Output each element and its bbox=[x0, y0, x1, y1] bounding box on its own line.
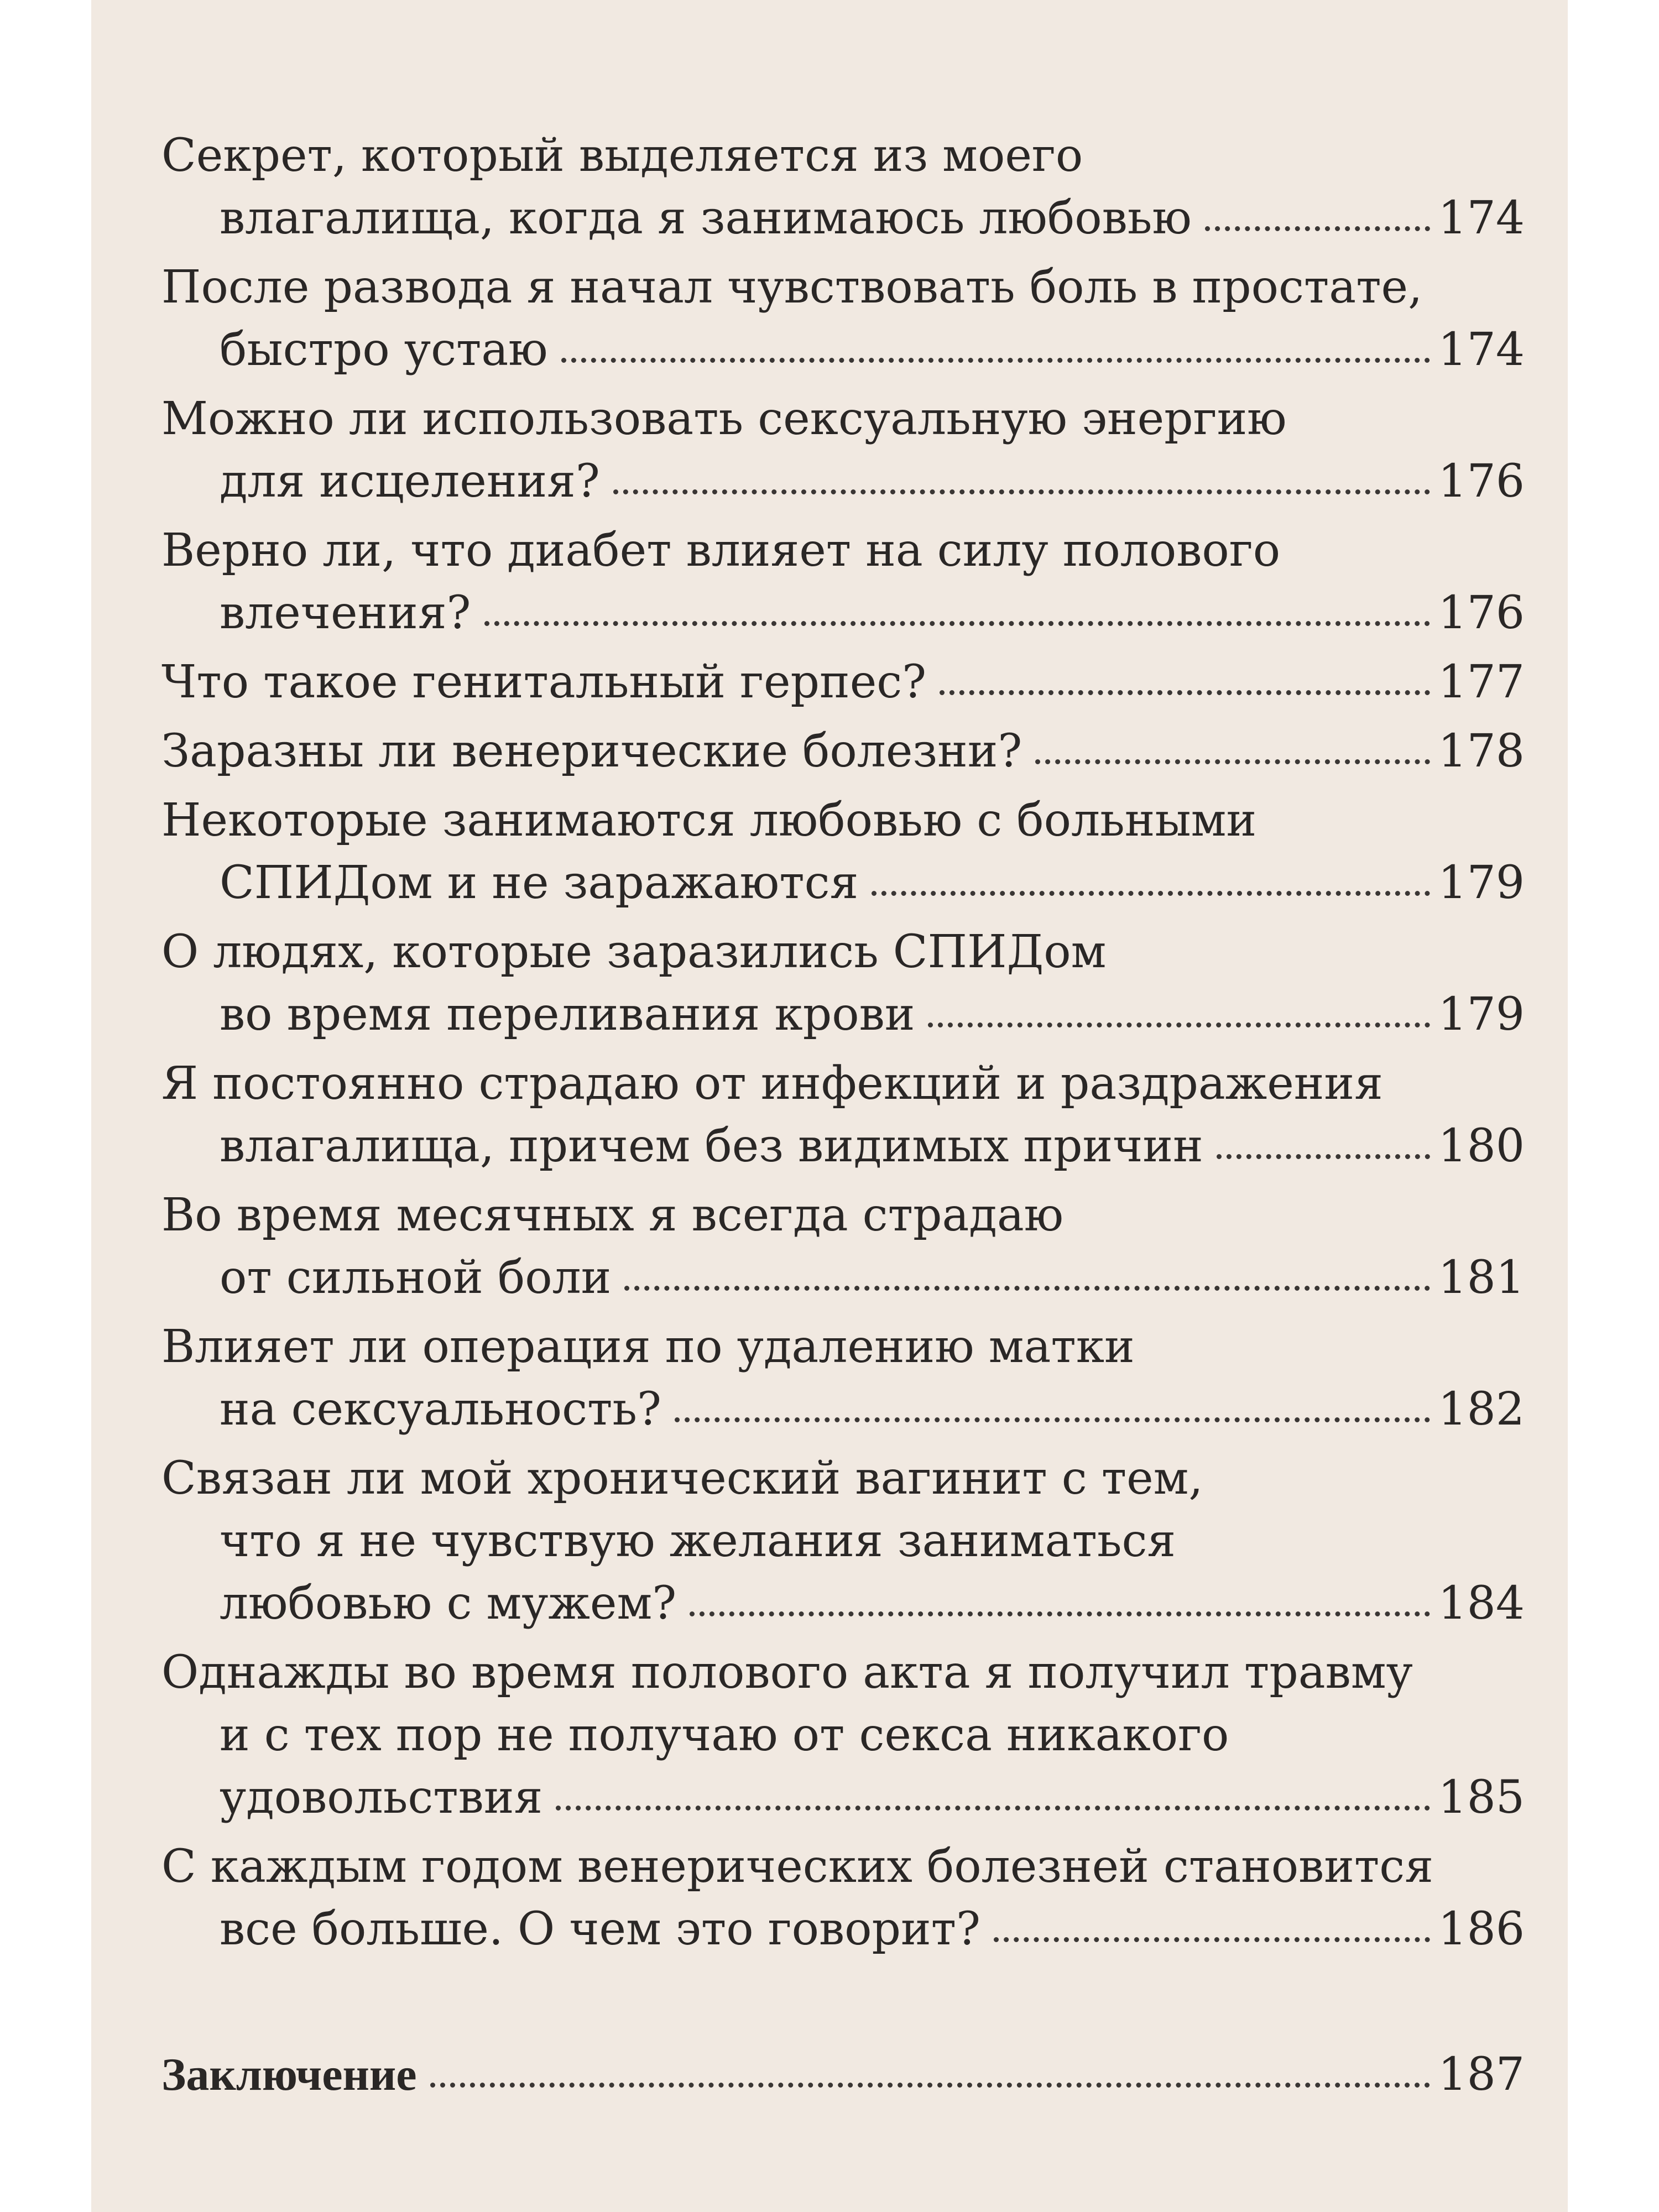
dot-leader bbox=[624, 1286, 1430, 1291]
toc-entry-last-line bbox=[161, 1378, 1525, 1441]
toc-entry-title-line: Секрет, который выделяется из моего bbox=[161, 129, 1083, 182]
dot-leader bbox=[561, 358, 1431, 363]
page-number: 174 bbox=[1438, 324, 1525, 376]
toc-entry-title-line: Что такое генитальный герпес? bbox=[161, 656, 927, 708]
page-number: 176 bbox=[1438, 455, 1525, 508]
dot-leader bbox=[872, 891, 1430, 896]
page-number: 179 bbox=[1438, 988, 1525, 1041]
dot-leader bbox=[556, 1806, 1430, 1811]
toc-entry-last-line bbox=[161, 1898, 1525, 1960]
toc-entry bbox=[161, 921, 1525, 1046]
page-number: 180 bbox=[1438, 1120, 1525, 1172]
toc-entry-last-line bbox=[161, 1115, 1525, 1177]
toc-entry bbox=[161, 519, 1525, 644]
dot-leader bbox=[613, 489, 1431, 494]
toc-entry bbox=[161, 1641, 1525, 1829]
toc-entry-last-line bbox=[161, 319, 1525, 381]
table-of-contents bbox=[161, 124, 1525, 2112]
toc-entry-last-line bbox=[161, 852, 1525, 914]
dot-leader bbox=[940, 690, 1430, 695]
toc-entry-title-line: быстро устаю bbox=[220, 324, 548, 376]
page-number: 185 bbox=[1438, 1771, 1525, 1824]
toc-entry-title-line: О людях, которые заразились СПИДом bbox=[161, 926, 1107, 978]
toc-entry-title-line: что я не чувствую желания заниматься bbox=[220, 1515, 1176, 1567]
toc-entry-title-line: Я постоянно страдаю от инфекций и раздражения bbox=[161, 1057, 1383, 1110]
toc-entry-title-line: Влияет ли операция по удалению матки bbox=[161, 1321, 1135, 1373]
toc-entry-title-line: и с тех пор не получаю от секса никакого bbox=[220, 1709, 1229, 1761]
page-number: 184 bbox=[1438, 1577, 1525, 1630]
toc-entry-title-line: Верно ли, что диабет влияет на силу полового bbox=[161, 524, 1281, 577]
toc-entry-title-line: Однажды во время полового акта я получил травму bbox=[161, 1646, 1413, 1699]
toc-entry-last-line bbox=[161, 1766, 1525, 1829]
dot-leader bbox=[430, 2083, 1431, 2088]
book-page bbox=[91, 0, 1568, 2212]
dot-leader bbox=[928, 1022, 1430, 1027]
toc-entry-title-line: Заразны ли венерические болезни? bbox=[161, 725, 1022, 778]
toc-entry-title-line: Некоторые занимаются любовью с больными bbox=[161, 794, 1257, 847]
toc-entry-last-line bbox=[161, 983, 1525, 1046]
dot-leader bbox=[484, 621, 1431, 626]
toc-entry-title-line: влечения? bbox=[220, 587, 471, 639]
dot-leader bbox=[675, 1417, 1430, 1422]
page-number: 174 bbox=[1438, 192, 1525, 244]
toc-entry-title-line: Связан ли мой хронический вагинит с тем, bbox=[161, 1452, 1203, 1505]
page-number: 181 bbox=[1438, 1251, 1525, 1304]
toc-entry-title-line: СПИДом и не заражаются bbox=[220, 857, 859, 909]
toc-entry-title-line: все больше. О чем это говорит? bbox=[220, 1903, 980, 1955]
dot-leader bbox=[1035, 759, 1430, 764]
page-number: 182 bbox=[1438, 1383, 1525, 1436]
toc-entry-title-line: на сексуальность? bbox=[220, 1383, 662, 1436]
toc-entry-last-line bbox=[161, 1572, 1525, 1635]
toc-entry-last-line bbox=[161, 651, 1525, 713]
toc-entry-title-line: от сильной боли bbox=[220, 1251, 612, 1304]
dot-leader bbox=[1205, 226, 1431, 231]
toc-entry-last-line bbox=[161, 582, 1525, 644]
toc-entry bbox=[161, 720, 1525, 782]
toc-entry-title-line: для исцеления? bbox=[220, 455, 600, 508]
page-number: 179 bbox=[1438, 857, 1525, 909]
toc-entry bbox=[161, 388, 1525, 513]
toc-entry bbox=[161, 256, 1525, 381]
toc-entry bbox=[161, 1316, 1525, 1441]
toc-entry bbox=[161, 789, 1525, 914]
toc-entry-title-line: С каждым годом венерических болезней становится bbox=[161, 1840, 1433, 1893]
toc-entry-title-line: влагалища, когда я занимаюсь любовью bbox=[220, 192, 1192, 244]
toc-entry-title-line: во время переливания крови bbox=[220, 988, 915, 1041]
toc-entry bbox=[161, 124, 1525, 249]
page-number: 178 bbox=[1438, 725, 1525, 778]
toc-entry bbox=[161, 651, 1525, 713]
toc-entry-title-line: удовольствия bbox=[220, 1771, 543, 1824]
toc-entry-title-line: влагалища, причем без видимых причин bbox=[220, 1120, 1203, 1172]
toc-entry-last-line bbox=[161, 1246, 1525, 1309]
conclusion-title: Заключение bbox=[161, 2049, 417, 2100]
toc-entry bbox=[161, 1447, 1525, 1635]
dot-leader bbox=[1217, 1154, 1431, 1159]
dot-leader bbox=[994, 1937, 1431, 1942]
toc-entry bbox=[161, 1052, 1525, 1177]
toc-entry-conclusion bbox=[161, 2043, 1525, 2106]
page-number: 176 bbox=[1438, 587, 1525, 639]
toc-entry-title-line: Можно ли использовать сексуальную энергию bbox=[161, 393, 1287, 445]
page-number: 187 bbox=[1438, 2048, 1525, 2101]
dot-leader bbox=[690, 1611, 1430, 1616]
toc-entry-last-line bbox=[161, 187, 1525, 249]
toc-entry bbox=[161, 1184, 1525, 1309]
toc-entry-title-line: любовью с мужем? bbox=[220, 1577, 677, 1630]
page-number: 186 bbox=[1438, 1903, 1525, 1955]
toc-entry-last-line bbox=[161, 720, 1525, 782]
toc-entry-title-line: После развода я начал чувствовать боль в простате, bbox=[161, 261, 1423, 314]
toc-entry bbox=[161, 1835, 1525, 1960]
toc-entry-last-line bbox=[161, 450, 1525, 513]
toc-entry-last-line bbox=[161, 2043, 1525, 2106]
toc-entry-title-line: Во время месячных я всегда страдаю bbox=[161, 1189, 1064, 1241]
page-number: 177 bbox=[1438, 656, 1525, 708]
